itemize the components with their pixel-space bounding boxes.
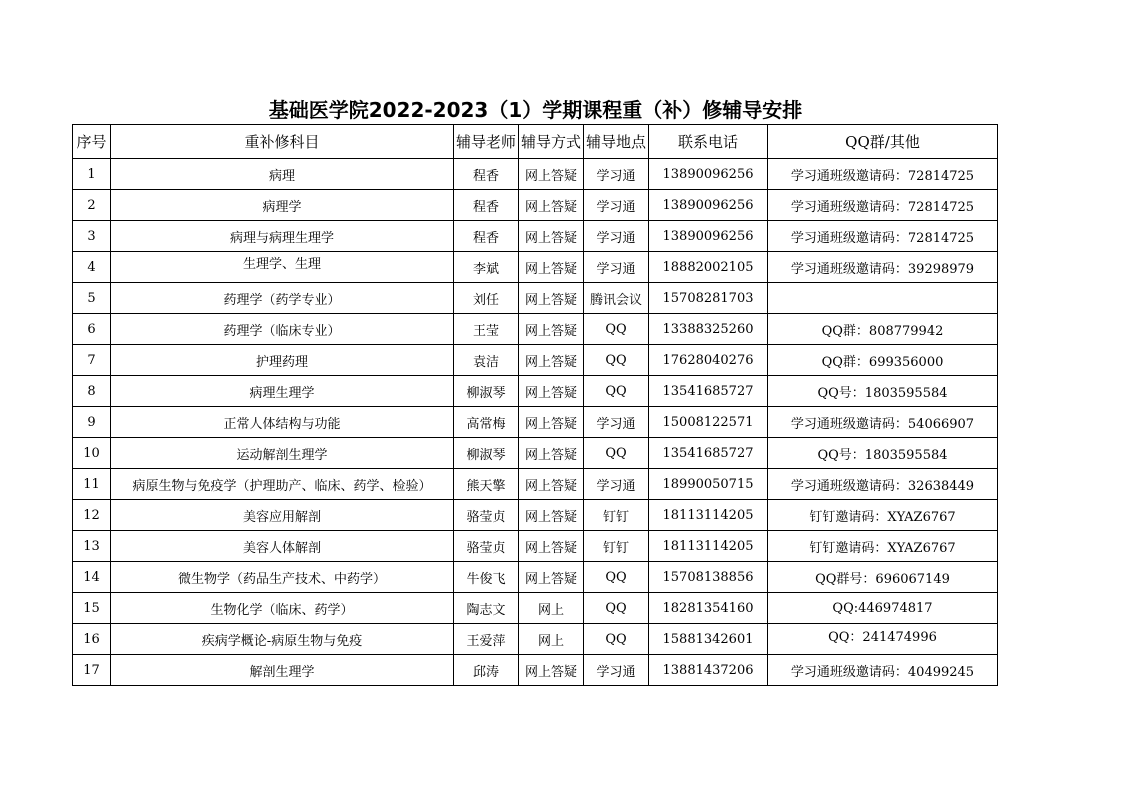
row-qq-info-text: QQ群号：696067149 xyxy=(815,571,950,587)
row-teacher xyxy=(454,376,519,407)
row-qq-info xyxy=(768,252,998,283)
row-location xyxy=(584,500,649,531)
row-phone xyxy=(649,221,768,252)
row-location xyxy=(584,159,649,190)
row-qq-info-text: QQ群：808779942 xyxy=(821,323,944,339)
row-location-text: 学习通 xyxy=(596,199,636,215)
row-subject-text: 美容应用解剖 xyxy=(242,509,321,525)
row-subject xyxy=(111,376,454,407)
row-qq-info xyxy=(768,562,998,593)
row-teacher-text: 熊天擎 xyxy=(466,478,506,494)
row-method-text: 网上答疑 xyxy=(524,385,577,401)
row-teacher-text: 牛俊飞 xyxy=(466,571,506,587)
row-qq-info-text: 学习通班级邀请码：39298979 xyxy=(790,261,975,277)
row-qq-info-text: 学习通班级邀请码：54066907 xyxy=(790,416,975,432)
row-teacher xyxy=(454,283,519,314)
row-teacher-text: 程香 xyxy=(472,168,499,184)
row-teacher-text: 陶志文 xyxy=(466,602,506,618)
page-title: 基础医学院2022-2023（1）学期课程重（补）修辅导安排 xyxy=(268,98,803,122)
row-method xyxy=(519,531,584,562)
table-row xyxy=(73,252,998,283)
row-index xyxy=(73,500,111,531)
row-method xyxy=(519,500,584,531)
header-method: 辅导方式 xyxy=(519,125,584,159)
row-index-text: 4 xyxy=(87,259,96,275)
row-phone xyxy=(649,345,768,376)
row-subject-text: 病原生物与免疫学（护理助产、临床、药学、检验） xyxy=(132,478,432,494)
row-method-text: 网上答疑 xyxy=(524,261,577,277)
row-method-text: 网上答疑 xyxy=(524,323,577,339)
row-teacher-text: 柳淑琴 xyxy=(466,447,506,463)
row-phone xyxy=(649,283,768,314)
row-index xyxy=(73,624,111,655)
row-subject-text: 生物化学（临床、药学） xyxy=(210,602,354,618)
row-teacher-text: 李斌 xyxy=(472,261,499,277)
row-phone-text: 15708281703 xyxy=(662,290,754,306)
row-teacher xyxy=(454,593,519,624)
row-index xyxy=(73,531,111,562)
row-location-text: 钉钉 xyxy=(602,540,629,556)
row-subject xyxy=(111,252,454,283)
row-qq-info-text: QQ号：1803595584 xyxy=(817,385,948,401)
row-phone-text: 15708138856 xyxy=(662,569,754,585)
row-qq-info xyxy=(768,345,998,376)
row-index-text: 11 xyxy=(83,476,100,492)
row-teacher xyxy=(454,655,519,686)
row-phone xyxy=(649,624,768,655)
row-method-text: 网上 xyxy=(537,633,564,649)
row-location-text: QQ xyxy=(605,321,627,337)
row-phone-text: 18882002105 xyxy=(662,259,754,275)
row-index xyxy=(73,438,111,469)
row-location xyxy=(584,469,649,500)
row-method xyxy=(519,252,584,283)
row-location xyxy=(584,593,649,624)
row-index-text: 17 xyxy=(83,662,100,678)
row-phone xyxy=(649,252,768,283)
row-method-text: 网上答疑 xyxy=(524,168,577,184)
row-teacher xyxy=(454,407,519,438)
table-row xyxy=(73,562,998,593)
row-index-text: 14 xyxy=(83,569,100,585)
row-method xyxy=(519,593,584,624)
row-phone xyxy=(649,562,768,593)
row-subject xyxy=(111,624,454,655)
row-location-text: 学习通 xyxy=(596,664,636,680)
row-teacher xyxy=(454,190,519,221)
row-qq-info xyxy=(768,438,998,469)
row-subject-text: 微生物学（药品生产技术、中药学） xyxy=(177,571,386,587)
row-index-text: 10 xyxy=(83,445,100,461)
row-index xyxy=(73,159,111,190)
row-location-text: 学习通 xyxy=(596,168,636,184)
row-teacher xyxy=(454,469,519,500)
header-location: 辅导地点 xyxy=(584,125,649,159)
header-qq: QQ群/其他 xyxy=(768,125,998,159)
row-subject xyxy=(111,283,454,314)
row-phone xyxy=(649,500,768,531)
row-subject xyxy=(111,190,454,221)
row-subject-text: 病理学 xyxy=(262,199,302,215)
row-index xyxy=(73,562,111,593)
row-location-text: 学习通 xyxy=(596,230,636,246)
row-subject-text: 美容人体解剖 xyxy=(242,540,321,556)
row-method-text: 网上答疑 xyxy=(524,540,577,556)
row-method-text: 网上答疑 xyxy=(524,199,577,215)
header-phone: 联系电话 xyxy=(649,125,768,159)
row-qq-info-text: 钉钉邀请码：XYAZ6767 xyxy=(809,540,956,556)
row-location xyxy=(584,283,649,314)
row-qq-info-text: QQ群：699356000 xyxy=(821,354,944,370)
row-location-text: 学习通 xyxy=(596,478,636,494)
row-location xyxy=(584,438,649,469)
table-row xyxy=(73,314,998,345)
row-teacher-text: 袁洁 xyxy=(472,354,499,370)
row-subject xyxy=(111,593,454,624)
table-row xyxy=(73,221,998,252)
row-qq-info xyxy=(768,407,998,438)
row-index-text: 2 xyxy=(87,197,96,213)
row-phone xyxy=(649,469,768,500)
header-subject: 重补修科目 xyxy=(111,125,454,159)
row-method xyxy=(519,469,584,500)
row-method-text: 网上答疑 xyxy=(524,447,577,463)
row-phone xyxy=(649,655,768,686)
row-location xyxy=(584,562,649,593)
row-phone xyxy=(649,531,768,562)
row-location xyxy=(584,624,649,655)
row-method xyxy=(519,624,584,655)
row-qq-info xyxy=(768,314,998,345)
row-phone xyxy=(649,593,768,624)
row-location xyxy=(584,221,649,252)
row-index-text: 8 xyxy=(87,383,96,399)
row-location-text: 钉钉 xyxy=(602,509,629,525)
row-method-text: 网上答疑 xyxy=(524,354,577,370)
row-teacher xyxy=(454,221,519,252)
row-phone-text: 18990050715 xyxy=(662,476,754,492)
row-method xyxy=(519,314,584,345)
table-row xyxy=(73,624,998,655)
row-teacher-text: 柳淑琴 xyxy=(466,385,506,401)
row-index xyxy=(73,190,111,221)
row-teacher xyxy=(454,438,519,469)
row-teacher-text: 骆莹贞 xyxy=(466,509,506,525)
row-location-text: 腾讯会议 xyxy=(589,292,642,308)
row-phone xyxy=(649,376,768,407)
row-method-text: 网上答疑 xyxy=(524,478,577,494)
row-index-text: 9 xyxy=(87,414,96,430)
row-teacher xyxy=(454,159,519,190)
row-index-text: 7 xyxy=(87,352,96,368)
row-qq-info xyxy=(768,624,998,655)
row-phone xyxy=(649,159,768,190)
row-qq-info xyxy=(768,469,998,500)
row-location xyxy=(584,407,649,438)
row-teacher-text: 骆莹贞 xyxy=(466,540,506,556)
row-method xyxy=(519,438,584,469)
row-subject-text: 病理与病理生理学 xyxy=(229,230,334,246)
row-subject-text: 病理 xyxy=(268,168,295,184)
row-qq-info xyxy=(768,376,998,407)
row-method xyxy=(519,345,584,376)
row-subject-text: 解剖生理学 xyxy=(249,664,315,680)
row-index xyxy=(73,407,111,438)
row-teacher xyxy=(454,252,519,283)
row-phone-text: 13881437206 xyxy=(662,662,754,678)
row-method xyxy=(519,283,584,314)
row-teacher xyxy=(454,562,519,593)
row-location xyxy=(584,531,649,562)
row-qq-info-text: QQ：241474996 xyxy=(828,629,937,645)
table-row xyxy=(73,345,998,376)
row-qq-info xyxy=(768,190,998,221)
row-teacher-text: 程香 xyxy=(472,199,499,215)
row-qq-info xyxy=(768,159,998,190)
row-subject-text: 生理学、生理 xyxy=(242,256,321,272)
row-location-text: QQ xyxy=(605,445,627,461)
row-phone-text: 15008122571 xyxy=(662,414,754,430)
row-index-text: 13 xyxy=(83,538,100,554)
row-method xyxy=(519,221,584,252)
row-qq-info-text: QQ:446974817 xyxy=(832,600,933,616)
row-index xyxy=(73,376,111,407)
row-phone-text: 18281354160 xyxy=(662,600,754,616)
row-subject xyxy=(111,345,454,376)
row-qq-info-text: 学习通班级邀请码：72814725 xyxy=(790,199,975,215)
header-index: 序号 xyxy=(73,125,111,159)
table-row xyxy=(73,469,998,500)
row-index xyxy=(73,283,111,314)
row-teacher-text: 程香 xyxy=(472,230,499,246)
row-method xyxy=(519,159,584,190)
row-method xyxy=(519,190,584,221)
row-location-text: 学习通 xyxy=(596,261,636,277)
row-location xyxy=(584,376,649,407)
row-subject xyxy=(111,438,454,469)
row-teacher-text: 王爱萍 xyxy=(466,633,506,649)
row-subject-text: 护理药理 xyxy=(255,354,308,370)
row-phone xyxy=(649,438,768,469)
row-index-text: 1 xyxy=(87,166,96,182)
row-subject xyxy=(111,500,454,531)
row-method-text: 网上答疑 xyxy=(524,230,577,246)
row-qq-info xyxy=(768,283,998,314)
row-teacher xyxy=(454,624,519,655)
row-qq-info-text: 钉钉邀请码：XYAZ6767 xyxy=(809,509,956,525)
row-location xyxy=(584,190,649,221)
table-row xyxy=(73,500,998,531)
row-index-text: 5 xyxy=(87,290,96,306)
row-phone xyxy=(649,407,768,438)
row-teacher xyxy=(454,314,519,345)
row-subject xyxy=(111,159,454,190)
row-index xyxy=(73,345,111,376)
row-index xyxy=(73,655,111,686)
row-subject xyxy=(111,655,454,686)
row-qq-info xyxy=(768,221,998,252)
row-subject-text: 药理学（药学专业） xyxy=(223,292,341,308)
table-row xyxy=(73,376,998,407)
row-qq-info-text: 学习通班级邀请码：72814725 xyxy=(790,168,975,184)
row-method xyxy=(519,562,584,593)
row-index-text: 3 xyxy=(87,228,96,244)
row-subject xyxy=(111,407,454,438)
row-phone-text: 13890096256 xyxy=(662,166,754,182)
row-qq-info-text: 学习通班级邀请码：32638449 xyxy=(790,478,975,494)
row-subject xyxy=(111,469,454,500)
table-row xyxy=(73,283,998,314)
row-teacher-text: 邱涛 xyxy=(472,664,499,680)
table-row xyxy=(73,190,998,221)
row-teacher-text: 王莹 xyxy=(472,323,499,339)
row-subject-text: 病理生理学 xyxy=(249,385,315,401)
row-subject xyxy=(111,531,454,562)
row-phone xyxy=(649,314,768,345)
row-phone-text: 17628040276 xyxy=(662,352,754,368)
row-teacher xyxy=(454,531,519,562)
table-row xyxy=(73,655,998,686)
row-location xyxy=(584,655,649,686)
row-index xyxy=(73,593,111,624)
table-row xyxy=(73,159,998,190)
row-subject xyxy=(111,314,454,345)
row-teacher xyxy=(454,500,519,531)
row-phone-text: 15881342601 xyxy=(662,631,754,647)
row-method-text: 网上答疑 xyxy=(524,292,577,308)
row-phone-text: 18113114205 xyxy=(662,507,754,523)
row-phone-text: 18113114205 xyxy=(662,538,754,554)
table-body xyxy=(73,159,998,686)
row-location xyxy=(584,314,649,345)
row-phone-text: 13890096256 xyxy=(662,197,754,213)
row-phone xyxy=(649,190,768,221)
row-subject-text: 药理学（临床专业） xyxy=(223,323,341,339)
row-subject xyxy=(111,562,454,593)
row-method-text: 网上答疑 xyxy=(524,664,577,680)
row-index-text: 12 xyxy=(83,507,100,523)
row-method xyxy=(519,655,584,686)
schedule-table xyxy=(72,124,998,686)
row-qq-info xyxy=(768,655,998,686)
row-subject xyxy=(111,221,454,252)
row-location-text: QQ xyxy=(605,600,627,616)
row-method-text: 网上答疑 xyxy=(524,571,577,587)
row-location-text: QQ xyxy=(605,569,627,585)
row-location-text: QQ xyxy=(605,352,627,368)
header-teacher: 辅导老师 xyxy=(454,125,519,159)
row-index xyxy=(73,314,111,345)
row-method xyxy=(519,376,584,407)
row-index xyxy=(73,252,111,283)
row-teacher-text: 刘任 xyxy=(472,292,499,308)
row-qq-info xyxy=(768,593,998,624)
table-row xyxy=(73,531,998,562)
row-phone-text: 13388325260 xyxy=(662,321,754,337)
row-index-text: 15 xyxy=(83,600,100,616)
row-qq-info xyxy=(768,500,998,531)
row-phone-text: 13541685727 xyxy=(662,383,754,399)
row-location-text: QQ xyxy=(605,383,627,399)
row-qq-info-text: 学习通班级邀请码：40499245 xyxy=(790,664,975,680)
row-qq-info-text: QQ号：1803595584 xyxy=(817,447,948,463)
row-index xyxy=(73,221,111,252)
row-method-text: 网上答疑 xyxy=(524,416,577,432)
row-teacher xyxy=(454,345,519,376)
row-teacher-text: 高常梅 xyxy=(466,416,506,432)
row-method-text: 网上答疑 xyxy=(524,509,577,525)
table-row xyxy=(73,407,998,438)
header-row xyxy=(73,125,998,159)
row-location xyxy=(584,252,649,283)
row-index-text: 16 xyxy=(83,631,100,647)
row-phone-text: 13890096256 xyxy=(662,228,754,244)
table-row xyxy=(73,593,998,624)
row-location-text: 学习通 xyxy=(596,416,636,432)
row-phone-text: 13541685727 xyxy=(662,445,754,461)
row-location xyxy=(584,345,649,376)
row-subject-text: 运动解剖生理学 xyxy=(236,447,328,463)
row-qq-info-text: 学习通班级邀请码：72814725 xyxy=(790,230,975,246)
row-index-text: 6 xyxy=(87,321,96,337)
row-qq-info xyxy=(768,531,998,562)
row-subject-text: 疾病学概论-病原生物与免疫 xyxy=(201,633,363,649)
row-method-text: 网上 xyxy=(537,602,564,618)
row-index xyxy=(73,469,111,500)
table-row xyxy=(73,438,998,469)
row-location-text: QQ xyxy=(605,631,627,647)
row-subject-text: 正常人体结构与功能 xyxy=(223,416,341,432)
row-method xyxy=(519,407,584,438)
